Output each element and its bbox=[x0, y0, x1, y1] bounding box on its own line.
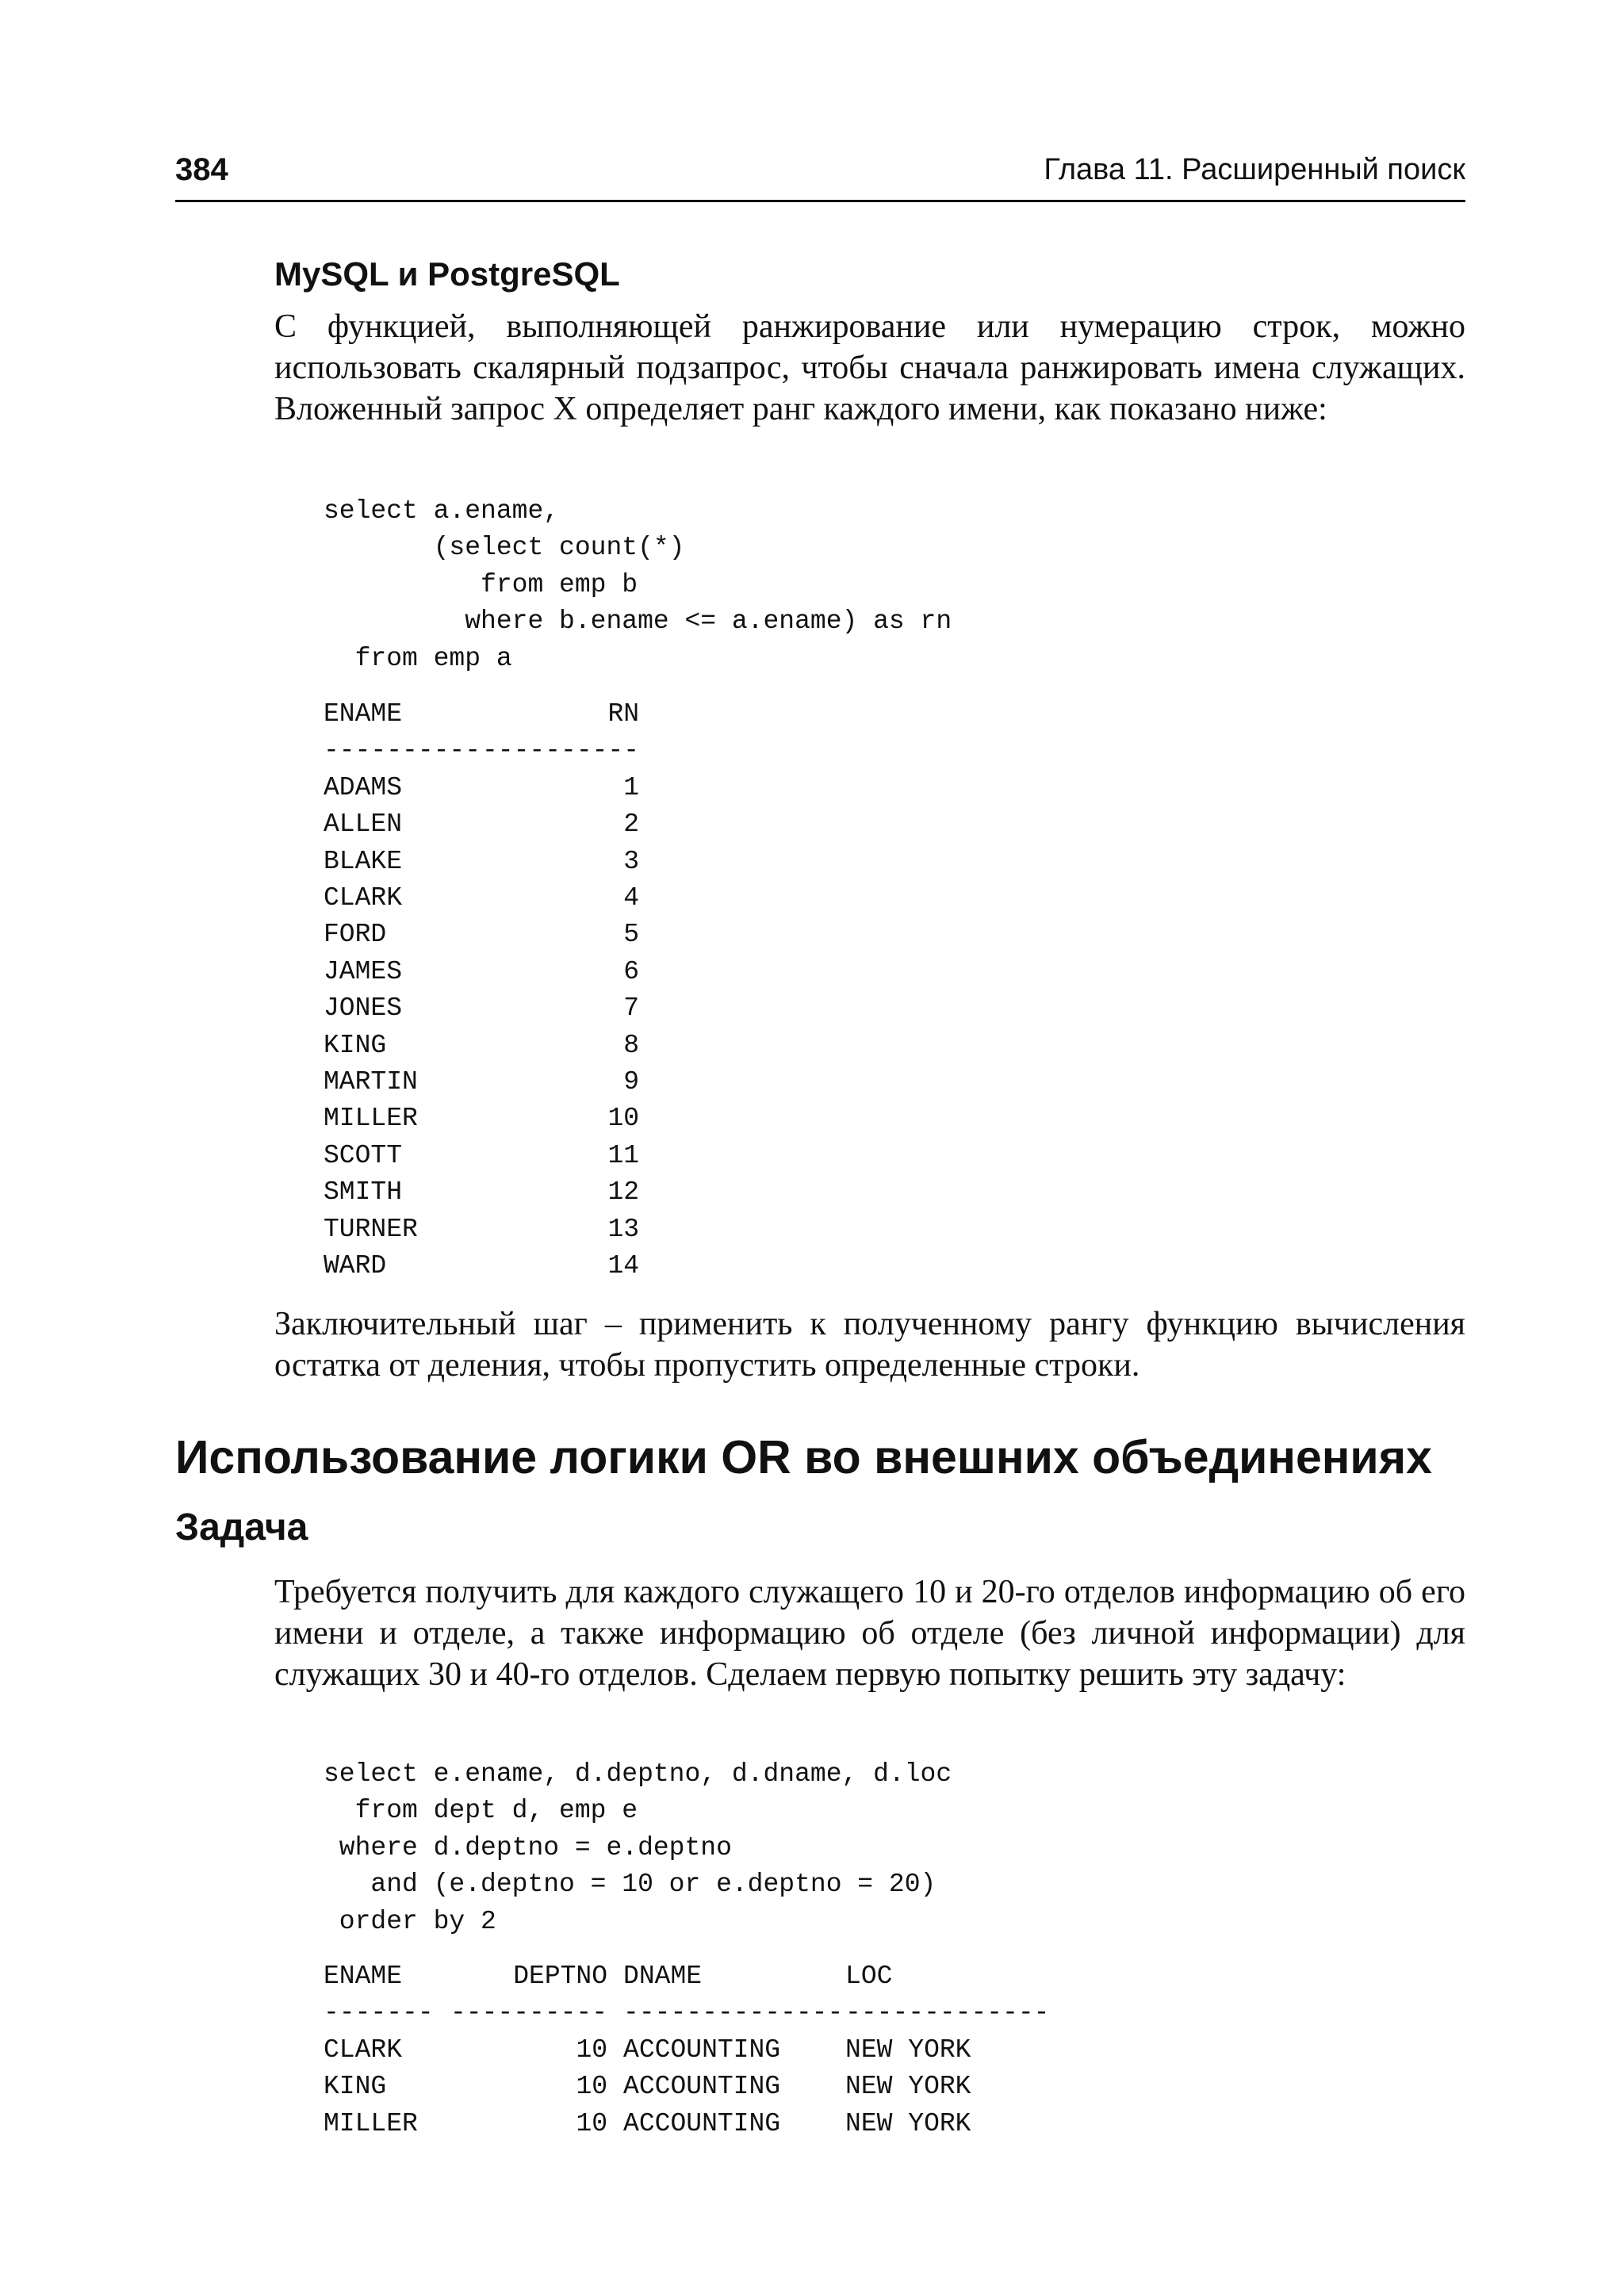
subsection-title-task: Задача bbox=[175, 1506, 308, 1548]
separator-cell: ---------- bbox=[450, 1998, 608, 2028]
cell-rn: 12 bbox=[607, 1177, 640, 1208]
cell-ename: MILLER bbox=[324, 2108, 418, 2138]
table-row bbox=[324, 1028, 639, 1064]
cell-ename: SMITH bbox=[324, 1177, 403, 1208]
cell-dname: ACCOUNTING bbox=[623, 2035, 781, 2065]
table-separator-row bbox=[324, 733, 639, 769]
cell-ename: BLAKE bbox=[324, 846, 403, 876]
separator-cell: ---------- bbox=[482, 736, 640, 766]
separator-cell: -------------- bbox=[623, 1998, 844, 2028]
section-title-mysql: MySQL и PostgreSQL bbox=[274, 255, 620, 293]
cell-loc: NEW YORK bbox=[845, 2072, 971, 2102]
table-row bbox=[324, 770, 639, 806]
cell-ename: ALLEN bbox=[324, 810, 403, 840]
cell-deptno: 10 bbox=[576, 2072, 608, 2102]
cell-deptno: 10 bbox=[576, 2035, 608, 2065]
cell-rn: 2 bbox=[623, 810, 640, 840]
cell-ename: CLARK bbox=[324, 2035, 403, 2065]
cell-rn: 1 bbox=[623, 772, 640, 802]
table-row bbox=[324, 990, 639, 1027]
cell-rn: 5 bbox=[623, 920, 640, 950]
cell-rn: 4 bbox=[623, 883, 640, 913]
cell-dname: ACCOUNTING bbox=[623, 2108, 781, 2138]
table-row bbox=[324, 954, 639, 990]
cell-ename: SCOTT bbox=[324, 1140, 403, 1170]
column-header-rn: RN bbox=[607, 699, 640, 729]
rank-result-table bbox=[324, 696, 639, 1285]
dept-result-table bbox=[324, 1958, 1051, 2142]
separator-cell: ---------- bbox=[324, 736, 481, 766]
cell-ename: ADAMS bbox=[324, 772, 403, 802]
column-header-ename: ENAME bbox=[324, 1962, 403, 1991]
cell-rn: 14 bbox=[607, 1251, 640, 1281]
table-separator-row bbox=[324, 1995, 1051, 2031]
table-row bbox=[324, 806, 639, 843]
mysql-conclusion-paragraph: Заключительный шаг – применить к полученному рангу функцию вычисления остатка от деления, чтобы пропустить определенные строки. bbox=[274, 1306, 1465, 1384]
cell-ename: CLARK bbox=[324, 883, 403, 913]
table-row bbox=[324, 1064, 639, 1101]
cell-dname: ACCOUNTING bbox=[623, 2072, 781, 2102]
table-row bbox=[324, 1248, 639, 1284]
page-number: 384 bbox=[175, 152, 228, 187]
cell-rn: 7 bbox=[623, 993, 640, 1024]
cell-ename: JONES bbox=[324, 993, 403, 1024]
cell-rn: 6 bbox=[623, 956, 640, 986]
table-row bbox=[324, 844, 639, 880]
table-row bbox=[324, 1212, 639, 1248]
cell-rn: 3 bbox=[623, 846, 640, 876]
cell-ename: MILLER bbox=[324, 1104, 418, 1134]
cell-deptno: 10 bbox=[576, 2108, 608, 2138]
table-row bbox=[324, 2106, 1051, 2142]
column-header-dname: DNAME bbox=[623, 1962, 703, 1991]
table-row bbox=[324, 1101, 639, 1137]
cell-ename: TURNER bbox=[324, 1214, 418, 1244]
mysql-code-block: select a.ename, (select count(*) from emp b where b.ename <= a.ename) as rn from emp a bbox=[324, 496, 952, 673]
table-row bbox=[324, 917, 639, 953]
task-code-block: select e.ename, d.deptno, d.dname, d.loc from dept d, emp e where d.deptno = e.deptno and (e.deptno = 10 or e.deptno = 20) order by 2 bbox=[324, 1759, 952, 1936]
cell-loc: NEW YORK bbox=[845, 2035, 971, 2065]
separator-cell: ------- bbox=[324, 1998, 434, 2028]
cell-rn: 13 bbox=[607, 1214, 640, 1244]
table-header-row bbox=[324, 1958, 1051, 1995]
task-intro-paragraph: Требуется получить для каждого служащего 10 и 20-го отделов информацию об его имени и отделе, а также информацию об отделе (без личной информации) для служащих 30 и 40-го отделов. Сделаем первую попытку решить эту задачу: bbox=[274, 1574, 1465, 1693]
table-row bbox=[324, 1174, 639, 1211]
separator-cell: ------------- bbox=[845, 1998, 1050, 2028]
running-head: Глава 11. Расширенный поиск bbox=[1044, 153, 1465, 186]
cell-ename: KING bbox=[324, 1030, 387, 1060]
table-row bbox=[324, 1138, 639, 1174]
column-header-ename: ENAME bbox=[324, 699, 403, 729]
page-header bbox=[175, 147, 1465, 202]
cell-ename: MARTIN bbox=[324, 1067, 418, 1097]
column-header-loc: LOC bbox=[845, 1962, 893, 1991]
section-title-or-logic: Использование логики OR во внешних объединениях bbox=[175, 1431, 1432, 1483]
table-header-row bbox=[324, 696, 639, 733]
table-row bbox=[324, 880, 639, 917]
table-row bbox=[324, 2069, 1051, 2105]
cell-ename: FORD bbox=[324, 920, 387, 950]
cell-rn: 11 bbox=[607, 1140, 640, 1170]
column-header-deptno: DEPTNO bbox=[513, 1962, 608, 1991]
cell-ename: KING bbox=[324, 2072, 387, 2102]
cell-rn: 10 bbox=[607, 1104, 640, 1134]
cell-rn: 8 bbox=[623, 1030, 640, 1060]
cell-ename: JAMES bbox=[324, 956, 403, 986]
mysql-intro-paragraph: С функцией, выполняющей ранжирование или нумерацию строк, можно использовать скалярный подзапрос, чтобы сначала ранжировать имена служащих. Вложенный запрос X определяет ранг каждого имени, как показано ниже: bbox=[274, 308, 1465, 427]
cell-rn: 9 bbox=[623, 1067, 640, 1097]
table-row bbox=[324, 2032, 1051, 2069]
cell-loc: NEW YORK bbox=[845, 2108, 971, 2138]
cell-ename: WARD bbox=[324, 1251, 387, 1281]
